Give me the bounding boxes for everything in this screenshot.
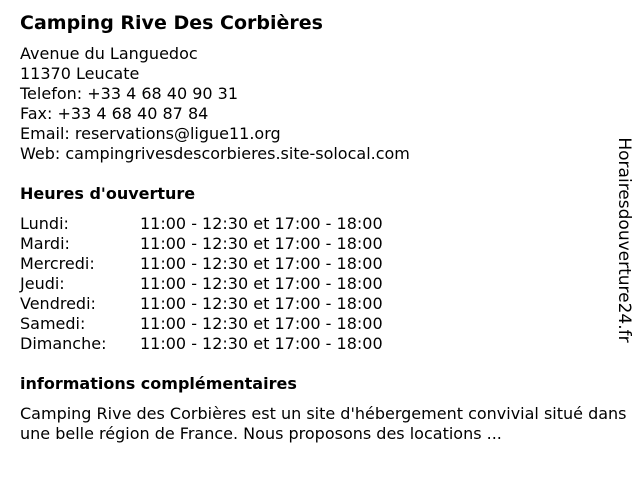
info-heading: informations complémentaires <box>20 374 297 393</box>
hours-row-friday <box>20 294 383 314</box>
info-description: Camping Rive des Corbières est un site d'hébergement convivial situé dans une belle région de France. Nous proposons des locations ... <box>20 404 627 443</box>
hours-row-tuesday <box>20 234 383 254</box>
hours-row-saturday <box>20 314 383 334</box>
phone-number: Telefon: +33 4 68 40 90 31 <box>20 84 239 103</box>
email-address: Email: reservations@ligue11.org <box>20 124 281 143</box>
hours-row-monday <box>20 214 383 234</box>
hours-day: Mardi: <box>20 234 70 253</box>
hours-heading: Heures d'ouverture <box>20 184 196 203</box>
business-name: Camping Rive Des Corbières <box>20 12 323 34</box>
hours-time: 11:00 - 12:30 et 17:00 - 18:00 <box>140 214 383 233</box>
hours-row-sunday <box>20 334 383 354</box>
site-watermark: Horairesdouverture24.fr <box>614 137 634 343</box>
hours-day: Samedi: <box>20 314 86 333</box>
hours-row-thursday <box>20 274 383 294</box>
fax-number: Fax: +33 4 68 40 87 84 <box>20 104 209 123</box>
opening-hours-table <box>20 214 383 354</box>
hours-day: Lundi: <box>20 214 69 233</box>
hours-row-wednesday <box>20 254 383 274</box>
hours-day: Mercredi: <box>20 254 95 273</box>
hours-time: 11:00 - 12:30 et 17:00 - 18:00 <box>140 294 383 313</box>
website-url: Web: campingrivesdescorbieres.site-solocal.com <box>20 144 410 163</box>
hours-time: 11:00 - 12:30 et 17:00 - 18:00 <box>140 334 383 353</box>
hours-day: Jeudi: <box>20 274 65 293</box>
contact-block <box>20 44 410 164</box>
address-city: 11370 Leucate <box>20 64 140 83</box>
hours-day: Vendredi: <box>20 294 96 313</box>
hours-time: 11:00 - 12:30 et 17:00 - 18:00 <box>140 254 383 273</box>
hours-time: 11:00 - 12:30 et 17:00 - 18:00 <box>140 234 383 253</box>
hours-day: Dimanche: <box>20 334 107 353</box>
address-street: Avenue du Languedoc <box>20 44 198 63</box>
hours-time: 11:00 - 12:30 et 17:00 - 18:00 <box>140 274 383 293</box>
hours-time: 11:00 - 12:30 et 17:00 - 18:00 <box>140 314 383 333</box>
